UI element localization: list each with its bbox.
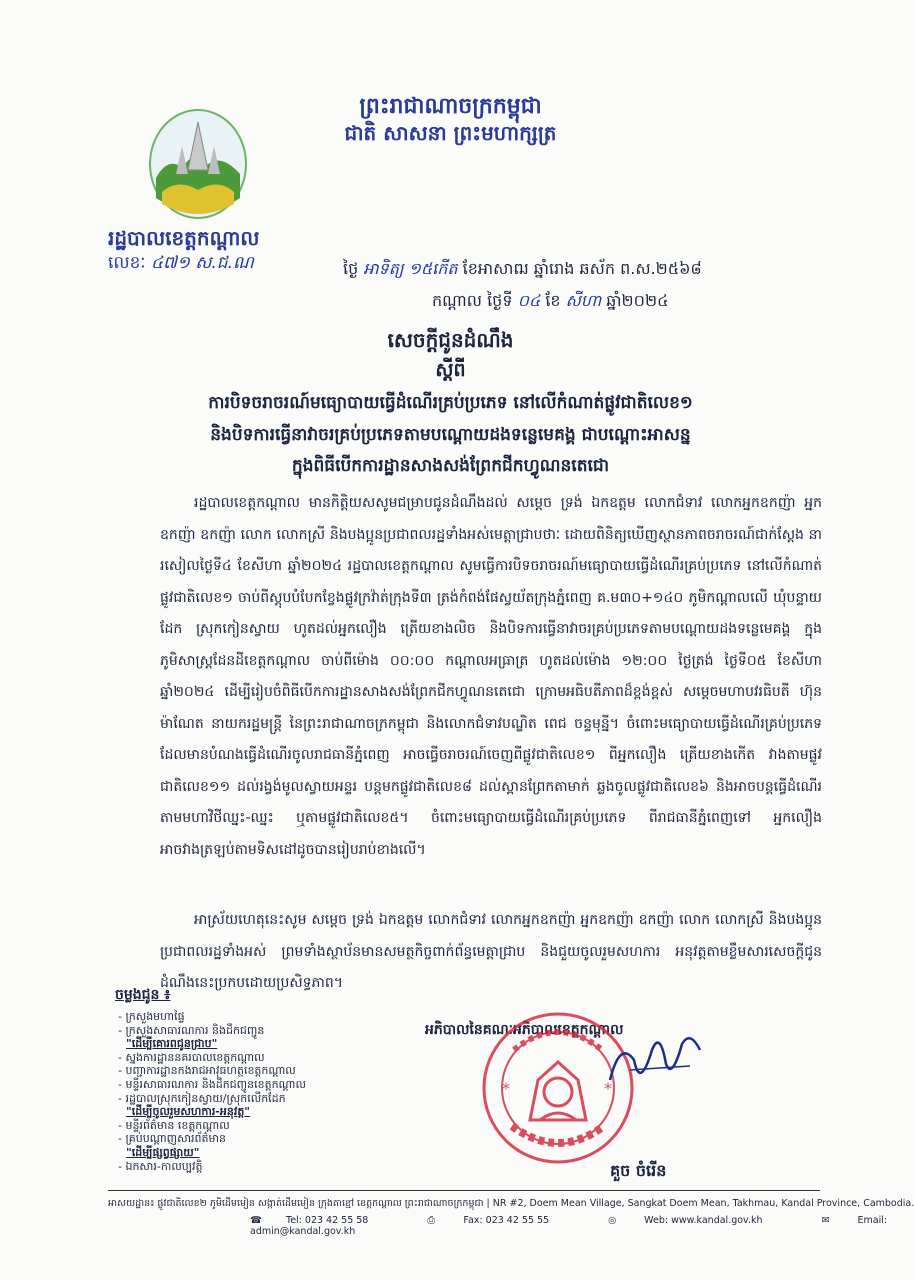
cc-item: - ក្រសួងសាធារណការ និងដឹកជញ្ជូន [118,1023,265,1037]
cc-item: - ស្នងការដ្ឋាននគរបាលខេត្តកណ្តាល [118,1050,265,1064]
fax-icon: ⎙ [427,1215,435,1226]
footer-web [608,1215,790,1226]
phone-icon: ☎ [250,1215,262,1226]
footer-fax [427,1215,577,1226]
subject-line-1: ការបិទចរាចរណ៍មធ្យោបាយធ្វើដំណើរគ្រប់ប្រភេទ នៅលើកំណាត់ផ្លូវជាតិលេខ១ [208,393,693,413]
solar-date-prefix: កណ្តាល ថ្ងៃទី [432,291,513,310]
footer-fax-text: Fax: 023 42 55 55 [463,1215,550,1226]
subject-line-3: ក្នុងពិធីបើកការដ្ឋានសាងសង់ព្រែកជីកហ្វូណនតេជោ [291,456,610,476]
cc-item: "ដើម្បីផ្សព្វផ្សាយ" [126,1145,200,1159]
issuing-office: រដ្ឋបាលខេត្តកណ្តាល [108,226,260,250]
body-paragraph-1: រដ្ឋបាលខេត្តកណ្តាល មានកិត្តិយសសូមជម្រាបជូនដំណឹងដល់ សម្តេច ទ្រង់ ឯកឧត្តម លោកជំទាវ លោកអ្នកឧកញ៉ា អ្នកឧកញ៉ា ឧកញ៉ា លោក លោកស្រី និងបងប្អូនប្រជាពលរដ្ឋទាំងអស់មេត្តាជ្រាបថាៈ ដោយពិនិត្យឃើញស្ថានភាពចរាចរណ៍ជាក់ស្តែង នារសៀលថ្ងៃទី៤ ខែសីហា ឆ្នាំ២០២៤ រដ្ឋបាលខេត្តកណ្តាល សូមធ្វើការបិទចរាចរណ៍មធ្យោបាយធ្វើដំណើរគ្រប់ប្រភេទ នៅលើកំណាត់ផ្លូវជាតិលេខ១ ចាប់ពីស្តុបបំបែកខ្វែងផ្លូវក្រវ៉ាត់ក្រុងទី៣ ត្រង់កំពង់ផែស្វយ័តក្រុងភ្នំពេញ គ.ម៣០+១៤០ ភូមិកណ្តាលលើ ឃុំបន្ទាយដែក ស្រុកកៀនស្វាយ ហូតដល់អ្នកលឿង ត្រើយខាងលិច និងបិទការធ្វើនាវាចរគ្រប់ប្រភេទតាមបណ្តោយដងទន្លេមេគង្គ ក្នុងភូមិសាស្ត្រដែនដីខេត្តកណ្តាល ចាប់ពីម៉ោង ០០:០០ កណ្តាលអធ្រាត្រ ហូតដល់ម៉ោង ១២:០០ ថ្ងៃត្រង់ ថ្ងៃទី០៥ ខែសីហា ឆ្នាំ២០២៤ ដើម្បីរៀបចំពិធីបើកការដ្ឋានសាងសង់ព្រែកជីកហ្វូណនតេជោ ក្រោមអធិបតីភាពដ៏ខ្ពង់ខ្ពស់ សម្តេចមហាបវរធិបតី ហ៊ុន ម៉ាណែត នាយករដ្ឋមន្ត្រី នៃព្រះរាជាណាចក្រកម្ពុជា និងលោកជំទាវបណ្ឌិត ពេជ ចន្ទមុន្នី។ ចំពោះមធ្យោបាយធ្វើដំណើរគ្រប់ប្រភេទដែលមានបំណងធ្វើដំណើរចូលរាជធានីភ្នំពេញ អាចធ្វើចរាចរណ៍ចេញពីផ្លូវជាតិលេខ១ ពីអ្នកលឿង ត្រើយខាងកើត វាងតាមផ្លូវជាតិលេខ១១ ដល់រង្វង់មូលស្វាយអន្ទរ បន្តមកផ្លូវជាតិលេខ៨ ដល់ស្ពានព្រែកតាមាក់ ឆ្លងចូលផ្លូវជាតិលេខ៦ និងអាចបន្តធ្វើដំណើរតាមមហាវិថីឈ្នះ-ឈ្នះ ឬតាមផ្លូវជាតិលេខ៥។ ចំពោះមធ្យោបាយធ្វើដំណើរគ្រប់ប្រភេទ ពីរាជធានីភ្នំពេញទៅ អ្នកលឿង អាចវាងត្រឡប់តាមទិសដៅដូចបានរៀបរាប់ខាងលើ។ [160,495,822,858]
cc-item: - បញ្ជាការដ្ឋានកងរាជអាវុធហត្ថខេត្តកណ្តាល [118,1064,296,1078]
letter-number-label: លេខៈ [108,253,146,273]
footer-email-text: Email: admin@kandal.gov.kh [250,1215,888,1237]
footer-tel-text: Tel: 023 42 55 58 [286,1215,369,1226]
solar-date-day: ០៤ [517,291,541,310]
lunar-date-prefix: ថ្ងៃ [343,259,359,278]
cc-list [118,1010,378,1173]
kingdom-heading: ព្រះរាជាណាចក្រកម្ពុជា [359,94,542,119]
cc-item: "ដើម្បីគោរពជូនជ្រាប" [126,1037,218,1051]
body-paragraph-2: អាស្រ័យហេតុនេះសូម សម្តេច ទ្រង់ ឯកឧត្តម លោកជំទាវ លោកអ្នកឧកញ៉ា អ្នកឧកញ៉ា ឧកញ៉ា លោក លោកស្រី និងបងប្អូនប្រជាពលរដ្ឋទាំងអស់ ព្រមទាំងស្ថាប័នមានសមត្ថកិច្ចពាក់ព័ន្ធមេត្តាជ្រាប និងជួយចូលរួមសហការ អនុវត្តតាមខ្លឹមសារសេចក្តីជូនដំណឹងនេះប្រកបដោយប្រសិទ្ធភាព។ [160,912,822,991]
footer-tel [250,1215,396,1226]
handwritten-signature [600,1020,710,1100]
solar-date-line [432,290,668,314]
footer-divider [108,1190,820,1191]
svg-text:*: * [604,1079,612,1098]
cc-item: "ដើម្បីចូលរួមសហការ-អនុវត្ត" [126,1105,251,1119]
cc-item: - គ្រប់បណ្តាញសារព័ត៌មាន [118,1132,226,1146]
cc-item: - មន្ទីរសាធារណការ និងដឹកជញ្ជូនខេត្តកណ្តាល [118,1077,306,1091]
cc-item: - រដ្ឋបាលស្រុកកៀនស្វាយ/ស្រុកលើកដែក [118,1091,286,1105]
solar-date-month: សីហា [565,291,602,310]
letter-number-value: ៤៧១ ស.ជ.ណ [150,253,254,273]
cc-item: - ឯកសារ-កាលប្បវត្តិ [118,1159,203,1173]
about-heading: ស្តីពី [435,359,466,381]
footer-address: អាសយដ្ឋាន៖ ផ្លូវជាតិលេខ២ ភូមិដើមមៀន សង្កាត់ដើមមៀន ក្រុងតាខ្មៅ ខេត្តកណ្តាល ព្រះរាជាណាចក្រកម្ពុជា | NR #2, Doem Mean Village, Sangkat Doem Mean, Takhmau, Kandal Province, Cambodia. [108,1198,914,1209]
lunar-date-rest: ខែអាសាឍ ឆ្នាំរោង ឆស័ក ព.ស.២៥៦៨ [462,259,702,278]
footer-web-text: Web: www.kandal.gov.kh [644,1215,763,1226]
letter-number [108,252,254,277]
kandal-province-emblem [148,108,248,220]
lunar-date-handwritten: អាទិត្យ ១៥កើត [363,259,458,278]
subject-line-2: និងបិទការធ្វើនាវាចរគ្រប់ប្រភេទតាមបណ្តោយដងទន្លេមេគង្គ ជាបណ្តោះអាសន្ន [210,425,691,445]
cc-label: ចម្លងជូន ៖ [115,987,171,1003]
national-motto: ជាតិ សាសនា ព្រះមហាក្សត្រ [344,121,557,145]
globe-icon: ◎ [608,1215,617,1226]
svg-text:*: * [502,1079,510,1098]
solar-date-year: ឆ្នាំ២០២៤ [606,291,669,310]
footer-contact [250,1215,901,1237]
cc-item: - មន្ទីរព័ត៌មាន ខេត្តកណ្តាល [118,1118,230,1132]
solar-month-label: ខែ [545,291,561,310]
signatory-title: អភិបាលនៃគណៈអភិបាលខេត្តកណ្តាល [425,1022,624,1038]
cc-item: - ក្រសួងមហាផ្ទៃ [118,1010,185,1023]
signatory-name: គួច ចំរើន [610,1161,667,1180]
document-title: សេចក្តីជូនដំណឹង [387,328,514,352]
lunar-date-line [343,258,702,282]
email-icon: ✉ [821,1215,830,1226]
